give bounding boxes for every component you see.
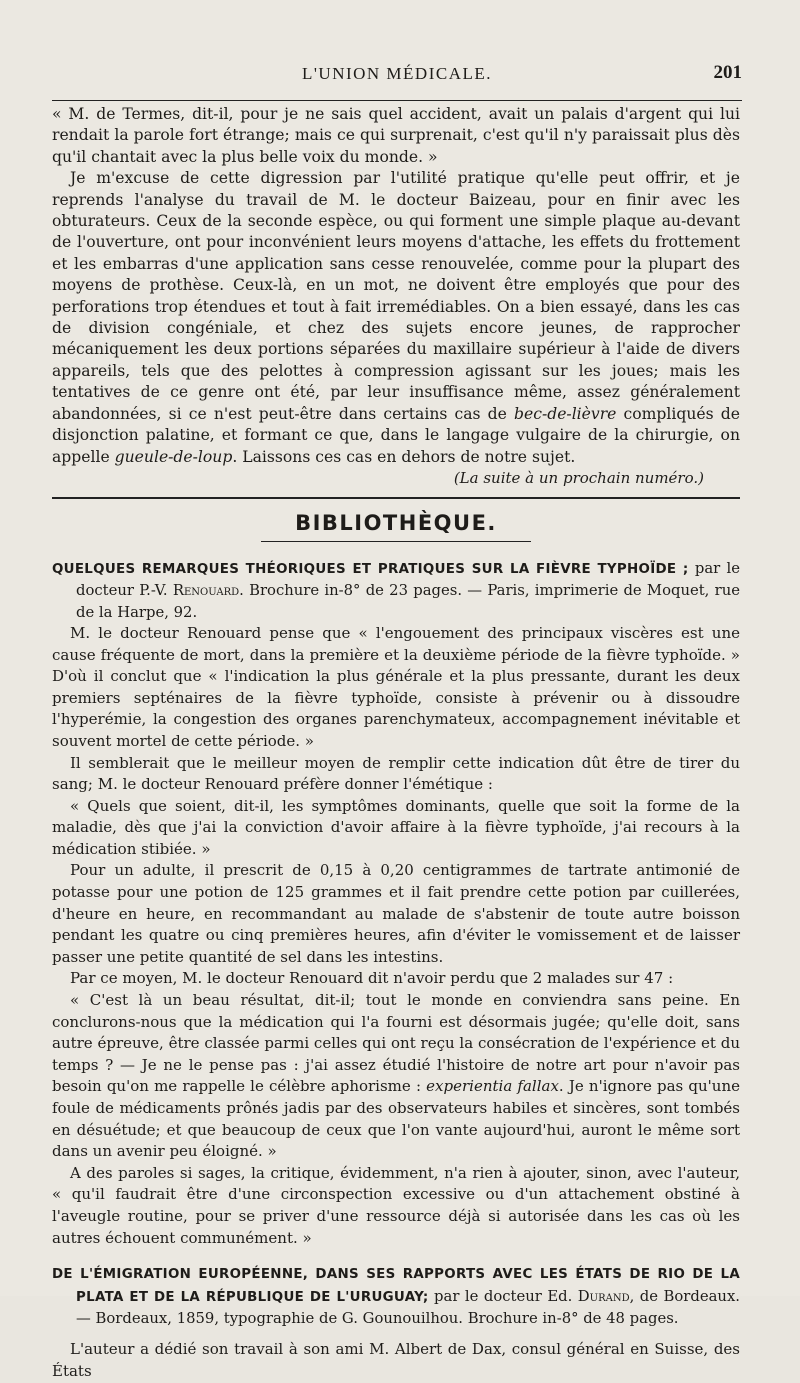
book-title: QUELQUES REMARQUES THÉORIQUES ET PRATIQUES SUR LA FIÈVRE TYPHOÏDE ; xyxy=(52,561,689,577)
review-quote-paragraph xyxy=(52,990,740,1163)
review-paragraph: « Quels que soient, dit-il, les symptômes dominants, quelle que soit la forme de la maladie, dès que j'ai la conviction d'avoir affaire à la fièvre typhoïde, j'ai recours à la médication stibiée. » xyxy=(52,796,740,858)
continued-note: (La suite à un prochain numéro.) xyxy=(453,468,704,487)
term-experientia-fallax: experientia fallax xyxy=(426,1077,559,1096)
section-divider xyxy=(52,497,740,499)
review-paragraph: A des paroles si sages, la critique, évidemment, n'a rien à ajouter, sinon, avec l'auteur, « qu'il faudrait être d'une circonspection excessive ou d'un attachement obstiné à l'aveugle routine, pour se priver d'une ressource déjà si autorisée dans les cas où les autres échouent communément. » xyxy=(52,1163,740,1247)
term-bec-de-lievre: bec-de-lièvre xyxy=(514,404,617,423)
paragraph-text: Je m'excuse de cette digression par l'utilité pratique qu'elle peut offrir, et je reprends l'analyse du travail de M. le docteur Baizeau, pour en finir avec les obturateurs. Ceux de la seconde espèce, ou qui forment une simple plaque au-devant de l'ouverture, ont pour inconvénient leurs moyens d'attache, les effets du frottement et les embarras d'une application sans cesse renouvelée, comme pour la plupart des moyens de prothèse. Ceux-là, en un mot, ne doivent être employés que pour des perforations trop étendues et tout à fait irremédiables. On a bien essayé, dans les cas de division congéniale, et chez des sujets encore jeunes, de rapprocher mécaniquement les deux portions séparées du maxillaire supérieur à l'aide de divers appareils, tels que des pelottes à compression agissant sur les joues; mais les tentatives de ce genre ont été, par leur insuffisance même, assez généralement abandonnées, si ce n'est peut-être dans certains cas de xyxy=(52,169,740,423)
book-details: , de Bordeaux. — Bordeaux, 1859, typographie de G. Gounouilhou. Brochure in-8° de 48 pages. xyxy=(76,1287,740,1327)
running-title: L'UNION MÉDICALE. xyxy=(301,64,493,83)
review-paragraph: Il semblerait que le meilleur moyen de remplir cette indication dût être de tirer du sang; M. le docteur Renouard préfère donner l'émétique : xyxy=(52,753,740,794)
review-paragraph: Par ce moyen, M. le docteur Renouard dit n'avoir perdu que 2 malades sur 47 : xyxy=(70,969,674,988)
book-entry-1 xyxy=(52,558,740,623)
section-title: BIBLIOTHÈQUE. xyxy=(295,511,497,536)
section-title-underline xyxy=(261,541,531,542)
paragraph-text: . Laissons ces cas en dehors de notre sujet. xyxy=(232,447,576,466)
paragraph-text: « C'est là un beau résultat, dit-il; tout le monde en conviendra sans peine. En conclurons-nous que la médication qui l'a fourni est désormais jugée; qu'elle doit, sans autre épreuve, être classée parmi celles qui ont reçu la consécration de l'expérience et du temps ? — Je ne le pense pas : j'ai assez étudié l'histoire de notre art pour n'avoir pas besoin qu'on me rappelle le célèbre aphorisme : xyxy=(52,991,740,1096)
quote-paragraph: « M. de Termes, dit-il, pour je ne sais quel accident, avait un palais d'argent qui lui rendait la parole fort étrange; mais ce qui surprenait, c'est qu'il n'y paraissait plus dès qu'il chantait avec la plus belle voix du monde. » xyxy=(52,105,740,166)
page-header xyxy=(52,60,742,94)
book-author: Durand xyxy=(577,1287,630,1305)
review-paragraph: Pour un adulte, il prescrit de 0,15 à 0,20 centigrammes de tartrate antimonié de potasse pour une potion de 125 grammes et il fait prendre cette potion par cuillerées, d'heure en heure, en recommandant au malade de s'abstenir de toute autre boisson pendant les quatre ou cinq premières heures, afin d'éviter le vomissement et de laisser passer une petite quantité de sel dans les intestins. xyxy=(52,861,740,966)
review-paragraph: M. le docteur Renouard pense que « l'engouement des principaux viscères est une cause fréquente de mort, dans la première et la deuxième période de la fièvre typhoïde. » D'où il conclut que « l'indication la plus générale et la plus pressante, durant les deux premiers septénaires de la fièvre typhoïde, consiste à prévenir ou à dissoudre l'hyperémie, la congestion des organes parenchymateux, accompagnement inévitable et souvent mortel de cette période. » xyxy=(52,623,740,750)
book-author: Renouard xyxy=(172,582,240,600)
book-details: . Brochure in-8° de 23 pages. — Paris, imprimerie de Moquet, rue de la Harpe, 92. xyxy=(76,582,740,621)
paragraph-text: compliqués de disjonction palatine, et formant ce que, dans le langage vulgaire de la chirurgie, on appelle xyxy=(52,404,740,466)
header-rule xyxy=(52,100,742,101)
article-paragraph xyxy=(52,168,740,468)
page-content xyxy=(52,104,740,1383)
term-gueule-de-loup: gueule-de-loup xyxy=(114,447,233,466)
book-by: par le docteur Ed. xyxy=(428,1287,578,1305)
paragraph-text: . Je n'ignore pas qu'une foule de médicaments prônés jadis par des observateurs habiles et sincères, sont tombés en désuétude; et que beaucoup de ceux que l'on vante aujourd'hui, auront le même sort dans un avenir peu éloigné. » xyxy=(52,1077,740,1161)
page-number: 201 xyxy=(713,62,742,83)
book-entry-2 xyxy=(52,1263,740,1329)
review-1 xyxy=(52,623,740,1249)
book-title: DE L'ÉMIGRATION EUROPÉENNE, DANS SES RAPPORTS AVEC LES ÉTATS DE RIO DE LA PLATA ET DE LA RÉPUBLIQUE DE L'URUGUAY; xyxy=(52,1267,740,1305)
book-by: par le docteur P.-V. xyxy=(76,559,741,600)
review-2-start: L'auteur a dédié son travail à son ami M. Albert de Dax, consul général en Suisse, des États xyxy=(52,1340,740,1380)
